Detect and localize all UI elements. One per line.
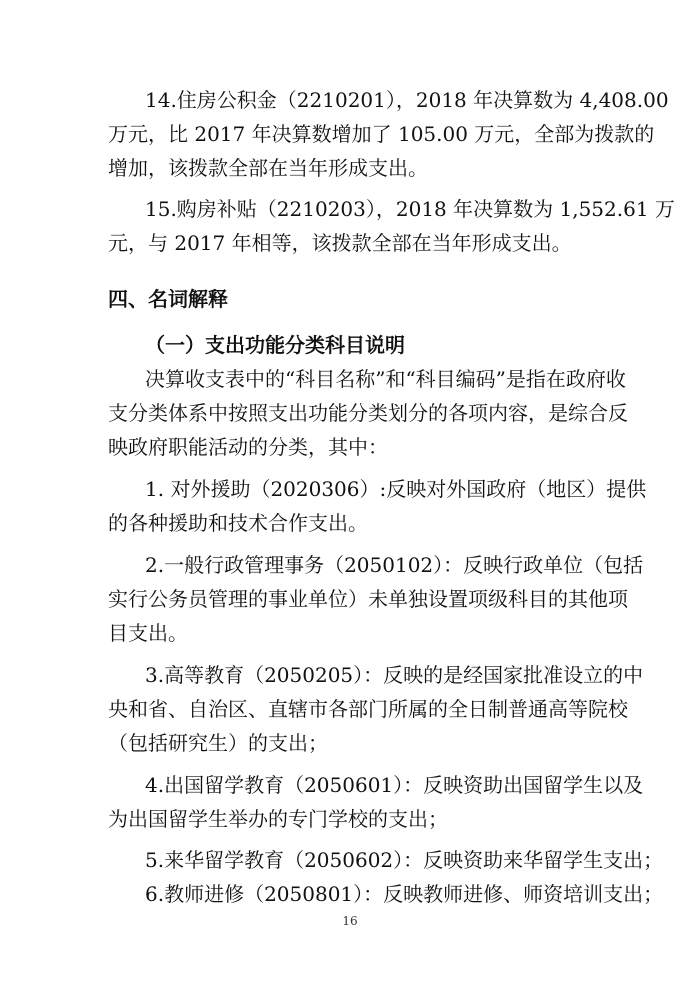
- paragraph-line: 5.来华留学教育（2050602）：反映资助来华留学生支出；: [145, 848, 664, 872]
- subsection-heading: （一）支出功能分类科目说明: [145, 333, 405, 357]
- paragraph-line: （包括研究生）的支出；: [108, 731, 328, 755]
- page-number: 16: [342, 914, 358, 928]
- paragraph-line: 映政府职能活动的分类，其中：: [108, 435, 388, 459]
- paragraph-line: 的各种援助和技术合作支出。: [108, 511, 368, 535]
- paragraph-line: 央和省、自治区、直辖市各部门所属的全日制普通高等院校: [108, 697, 628, 721]
- paragraph-line: 1. 对外援助（2020306）:反映对外国政府（地区）提供: [145, 477, 647, 501]
- section-heading: 四、名词解释: [108, 287, 228, 311]
- paragraph-line: 2.一般行政管理事务（2050102）：反映行政单位（包括: [145, 553, 644, 577]
- paragraph-line: 增加，该拨款全部在当年形成支出。: [108, 156, 428, 180]
- paragraph-line: 14.住房公积金（2210201），2018 年决算数为 4,408.00: [145, 88, 669, 112]
- paragraph-line: 元，与 2017 年相等，该拨款全部在当年形成支出。: [108, 231, 572, 255]
- paragraph-line: 目支出。: [108, 621, 188, 645]
- paragraph-line: 决算收支表中的“科目名称”和“科目编码”是指在政府收: [145, 367, 626, 391]
- paragraph-line: 6.教师进修（2050801）：反映教师进修、师资培训支出；: [145, 882, 664, 906]
- paragraph-line: 万元，比 2017 年决算数增加了 105.00 万元，全部为拨款的: [108, 122, 655, 146]
- paragraph-line: 4.出国留学教育（2050601）：反映资助出国留学生以及: [145, 773, 644, 797]
- paragraph-line: 3.高等教育（2050205）：反映的是经国家批准设立的中: [145, 663, 644, 687]
- paragraph-line: 15.购房补贴（2210203），2018 年决算数为 1,552.61 万: [145, 197, 675, 221]
- paragraph-line: 支分类体系中按照支出功能分类划分的各项内容，是综合反: [108, 401, 628, 425]
- paragraph-line: 为出国留学生举办的专门学校的支出；: [108, 807, 448, 831]
- paragraph-line: 实行公务员管理的事业单位）未单独设置项级科目的其他项: [108, 587, 628, 611]
